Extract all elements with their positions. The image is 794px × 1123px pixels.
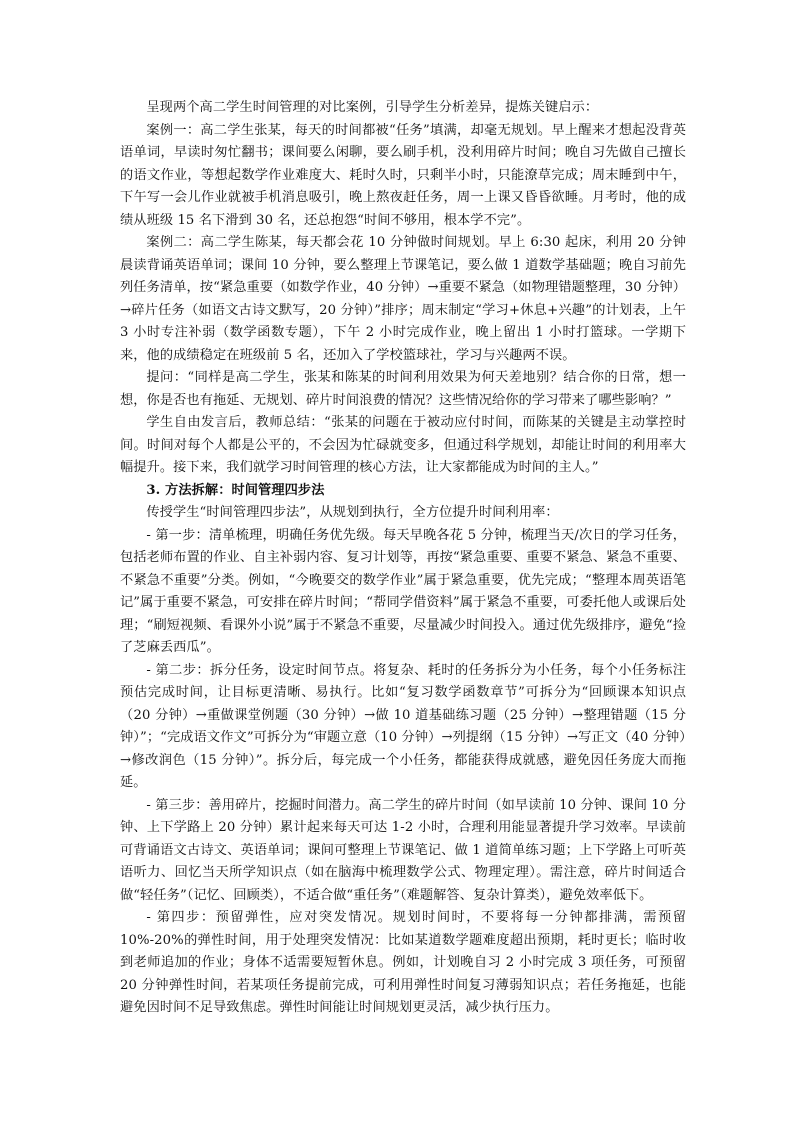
teacher-summary-paragraph: 学生自由发言后，教师总结：“张某的问题在于被动应付时间，而陈某的关键是主动掌控时间。时间对每个人都是公平的，不会因为忙碌就变多，但通过科学规划，却能让时间的利用率大幅提升。接下来，我们就学习时间管理的核心方法，让大家都能成为时间的主人。” <box>120 415 686 475</box>
case-one-paragraph: 案例一：高二学生张某，每天的时间都被“任务”填满，却毫无规划。早上醒来才想起没背英语单词，早读时匆忙翻书；课间要么闲聊，要么刷手机，没利用碎片时间；晚自习先做自己擅长的语文作业，等想起数学作业难度大、耗时久时，只剩半小时，只能潦草完成；周末睡到中午，下午写一会儿作业就被手机消息吸引，晚上熬夜赶任务，周一上课又昏昏欲睡。月考时，他的成绩从班级 15 名下滑到 30 名，还总抱怨“时间不够用，根本学不完”。 <box>120 122 686 228</box>
step-four-paragraph: - 第四步：预留弹性，应对突发情况。规划时间时，不要将每一分钟都排满，需预留 10%-20%的弹性时间，用于处理突发情况：比如某道数学题难度超出预期，耗时更长；临时收到老师追加的作业；身体不适需要短暂休息。例如，计划晚自习 2 小时完成 3 项任务，可预留 20 分钟弹性时间，若某项任务提前完成，可利用弹性时间复习薄弱知识点；若任务拖延，也能避免因时间不足导致焦虑。弹性时间能让时间规划更灵活，减少执行压力。 <box>120 910 686 1015</box>
intro-paragraph: 呈现两个高二学生时间管理的对比案例，引导学生分析差异，提炼关键启示： <box>146 100 599 115</box>
section-heading: 3. 方法拆解：时间管理四步法 <box>146 482 325 498</box>
case-two-paragraph: 案例二：高二学生陈某，每天都会花 10 分钟做时间规划。早上 6:30 起床，利用 20 分钟晨读背诵英语单词；课间 10 分钟，要么整理上节课笔记，要么做 1 道数学基础题；晚自习前先列任务清单，按“紧急重要（如数学作业，40 分钟）→重要不紧急（如物理错题整理，30 分钟）→碎片任务（如语文古诗文默写，20 分钟）”排序；周末制定“学习+休息+兴趣”的计划表，上午 3 小时专注补弱（数学函数专题），下午 2 小时完成作业，晚上留出 1 小时打篮球。一学期下来，他的成绩稳定在班级前 5 名，还加入了学校篮球社，学习与兴趣两不误。 <box>120 235 686 363</box>
document-body <box>120 97 686 1020</box>
step-three-paragraph: - 第三步：善用碎片，挖掘时间潜力。高二学生的碎片时间（如早读前 10 分钟、课间 10 分钟、上下学路上 20 分钟）累计起来每天可达 1-2 小时，合理利用能显著提升学习效率。早读前可背诵语文古诗文、英语单词；课间可整理上节课笔记、做 1 道简单练习题；上下学路上可听英语听力、回忆当天所学知识点（如在脑海中梳理数学公式、物理定理）。需注意，碎片时间适合做“轻任务”（记忆、回顾类），不适合做“重任务”（难题解答、复杂计算类），避免效率低下。 <box>120 797 686 903</box>
step-one-paragraph: - 第一步：清单梳理，明确任务优先级。每天早晚各花 5 分钟，梳理当天/次日的学习任务，包括老师布置的作业、自主补弱内容、复习计划等，再按“紧急重要、重要不紧急、紧急不重要、不紧急不重要”分类。例如，“今晚要交的数学作业”属于紧急重要，优先完成；“整理本周英语笔记”属于重要不紧急，可安排在碎片时间；“帮同学借资料”属于紧急不重要，可委托他人或课后处理；“刷短视频、看课外小说”属于不紧急不重要，尽量减少时间投入。通过优先级排序，避免“捡了芝麻丢西瓜”。 <box>120 527 686 655</box>
method-intro-paragraph: 传授学生“时间管理四步法”，从规划到执行，全方位提升时间利用率： <box>146 505 559 520</box>
step-two-paragraph: - 第二步：拆分任务，设定时间节点。将复杂、耗时的任务拆分为小任务，每个小任务标注预估完成时间，让目标更清晰、易执行。比如“复习数学函数章节”可拆分为“回顾课本知识点（20 分钟）→重做课堂例题（30 分钟）→做 10 道基础练习题（25 分钟）→整理错题（15 分钟）”；“完成语文作文”可拆分为“审题立意（10 分钟）→列提纲（15 分钟）→写正文（40 分钟）→修改润色（15 分钟）”。拆分后，每完成一个小任务，都能获得成就感，避免因任务庞大而拖延。 <box>120 662 686 790</box>
question-paragraph: 提问：“同样是高二学生，张某和陈某的时间利用效果为何天差地别？结合你的日常，想一想，你是否也有拖延、无规划、碎片时间浪费的情况？这些情况给你的学习带来了哪些影响？” <box>120 370 686 408</box>
